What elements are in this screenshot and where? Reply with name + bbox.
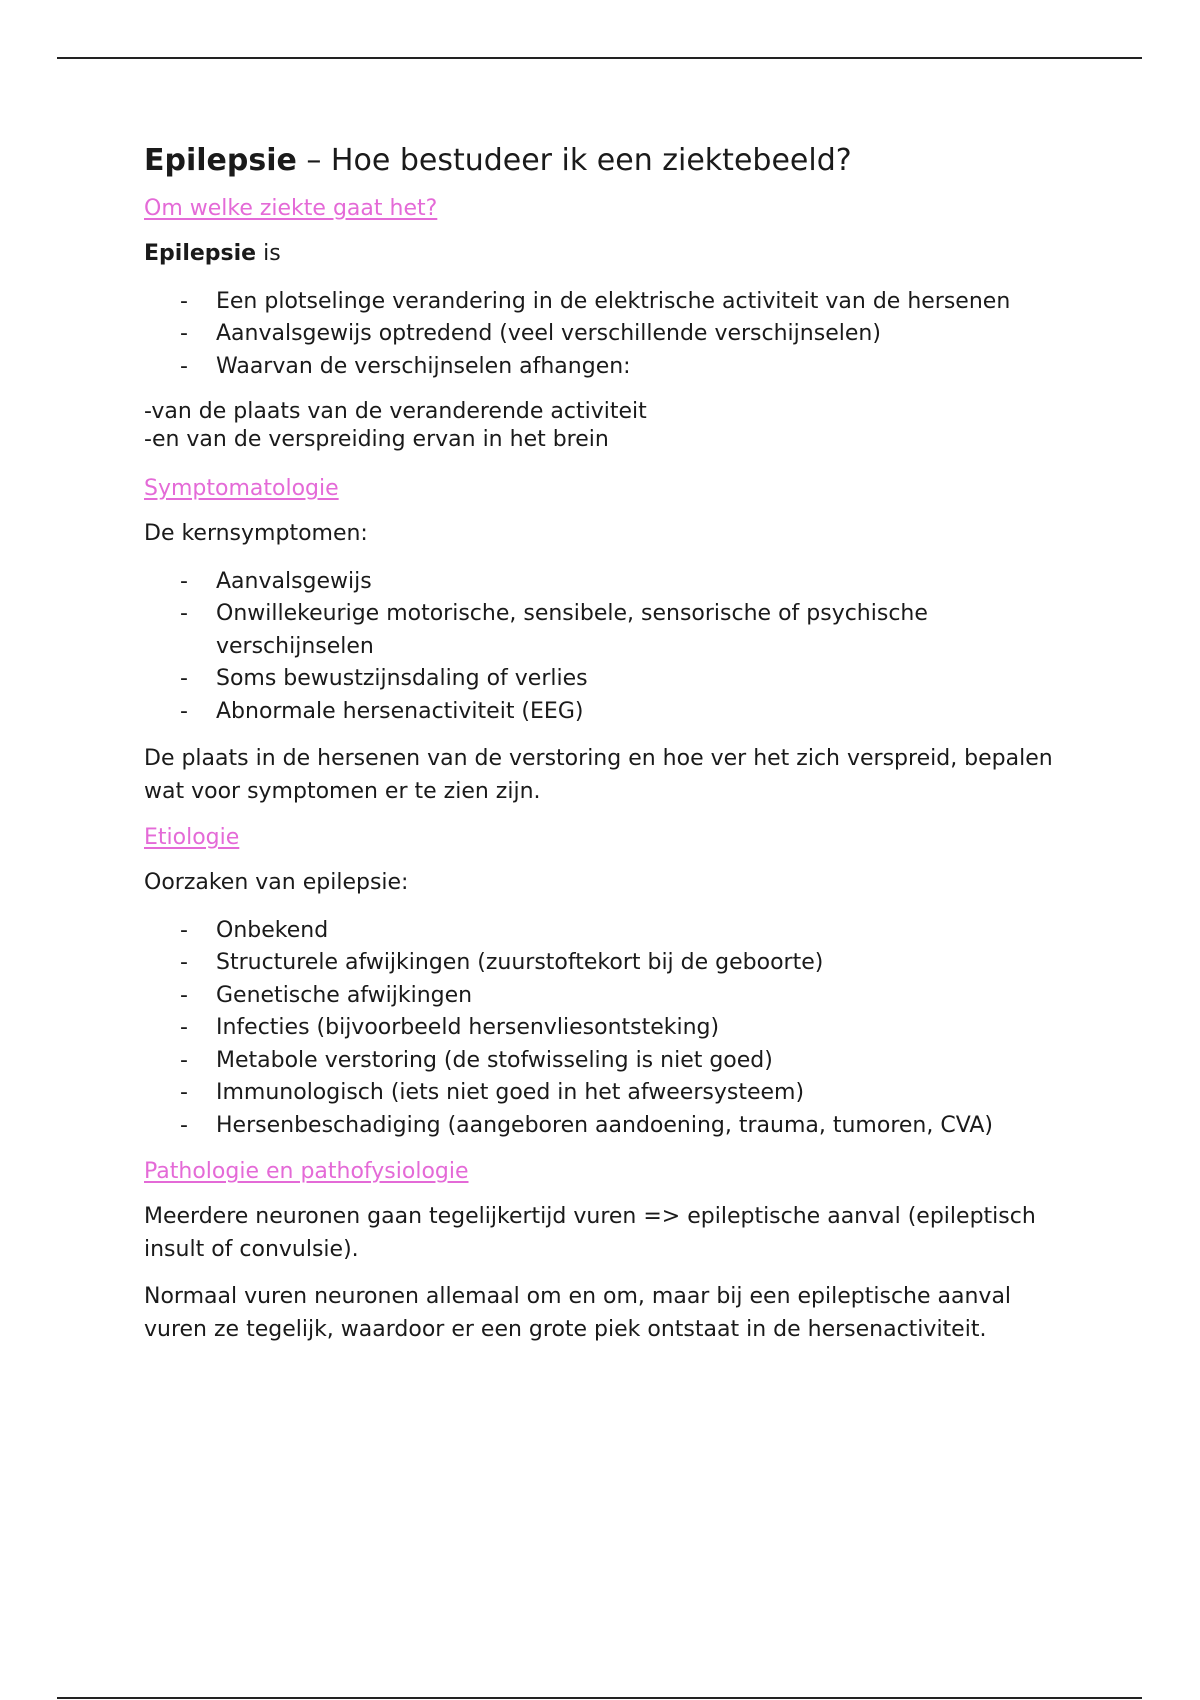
intro-list (144, 286, 1064, 384)
list-item (144, 1077, 1064, 1110)
list-item-text: Aanvalsgewijs optredend (veel verschillende verschijnselen) (216, 321, 881, 346)
list-item (144, 1045, 1064, 1078)
section-heading-pathology[interactable]: Pathologie en pathofysiologie (144, 1159, 469, 1184)
intro-lead (144, 238, 1064, 271)
list-item-text: Metabole verstoring (de stofwisseling is niet goed) (216, 1047, 773, 1073)
list-item-text: Een plotselinge verandering in de elektrische activiteit van de hersenen (216, 288, 1011, 314)
intro-dependency-lines (144, 398, 1064, 454)
list-item (144, 318, 1064, 351)
list-item (144, 1110, 1064, 1143)
dash-marker: - (180, 321, 188, 346)
document-body (144, 138, 1064, 1361)
dash-marker: - (180, 353, 188, 379)
list-item (144, 1012, 1064, 1045)
dependency-line: -en van de verspreiding ervan in het brein (144, 427, 609, 452)
dash-marker: - (180, 1015, 188, 1040)
list-item-text: Hersenbeschadiging (aangeboren aandoening, trauma, tumoren, CVA) (216, 1112, 993, 1138)
intro-lead-bold: Epilepsie (144, 241, 257, 266)
symptoms-list (144, 566, 1064, 729)
dash-marker: - (180, 698, 188, 724)
dash-marker: - (180, 917, 188, 943)
list-item-text: Immunologisch (iets niet goed in het afweersysteem) (216, 1080, 805, 1105)
list-item (144, 947, 1064, 980)
intro-lead-rest: is (256, 241, 281, 266)
etiology-list (144, 915, 1064, 1143)
page-title-bold: Epilepsie (144, 143, 297, 178)
list-item-text: Waarvan de verschijnselen afhangen: (216, 353, 631, 379)
pathology-paragraph: Meerdere neuronen gaan tegelijkertijd vuren => epileptische aanval (epileptisch insult of convulsie). (144, 1204, 1036, 1262)
list-item (144, 696, 1064, 729)
list-item (144, 286, 1064, 319)
dependency-line: -van de plaats van de veranderende activiteit (144, 399, 647, 424)
top-rule (57, 57, 1142, 59)
section-heading-symptoms[interactable]: Symptomatologie (144, 476, 339, 501)
page-title (144, 138, 1064, 184)
list-item (144, 663, 1064, 696)
dash-marker: - (180, 288, 188, 314)
etiology-lead: Oorzaken van epilepsie: (144, 870, 409, 895)
list-item (144, 915, 1064, 948)
list-item-text: Abnormale hersenactiviteit (EEG) (216, 698, 584, 724)
list-item (144, 980, 1064, 1013)
dash-marker: - (180, 950, 188, 975)
pathology-paragraph: Normaal vuren neuronen allemaal om en om, maar bij een epileptische aanval vuren ze tegelijk, waardoor er een grote piek ontstaat in de hersenactiviteit. (144, 1284, 1012, 1342)
dash-marker: - (180, 601, 188, 626)
section-heading-intro[interactable]: Om welke ziekte gaat het? (144, 196, 438, 221)
list-item-text: Onbekend (216, 917, 329, 943)
dash-marker: - (180, 1112, 188, 1138)
list-item (144, 351, 1064, 384)
dash-marker: - (180, 568, 188, 594)
list-item (144, 566, 1064, 599)
page-title-rest: – Hoe bestudeer ik een ziektebeeld? (296, 143, 852, 178)
dash-marker: - (180, 1047, 188, 1073)
list-item (144, 598, 1064, 663)
section-heading-etiology[interactable]: Etiologie (144, 825, 240, 850)
symptoms-lead: De kernsymptomen: (144, 521, 368, 546)
list-item-text: Infecties (bijvoorbeeld hersenvliesontsteking) (216, 1015, 720, 1040)
dash-marker: - (180, 666, 188, 691)
dash-marker: - (180, 982, 188, 1008)
list-item-text: Soms bewustzijnsdaling of verlies (216, 666, 588, 691)
list-item-text: Aanvalsgewijs (216, 568, 372, 594)
dash-marker: - (180, 1080, 188, 1105)
list-item-text: Structurele afwijkingen (zuurstoftekort bij de geboorte) (216, 950, 824, 975)
bottom-rule (57, 1697, 1142, 1699)
list-item-text: Onwillekeurige motorische, sensibele, sensorische of psychische verschijnselen (216, 601, 928, 659)
symptoms-closing: De plaats in de hersenen van de verstoring en hoe ver het zich verspreid, bepalen wat voor symptomen er te zien zijn. (144, 746, 1053, 804)
list-item-text: Genetische afwijkingen (216, 982, 473, 1008)
